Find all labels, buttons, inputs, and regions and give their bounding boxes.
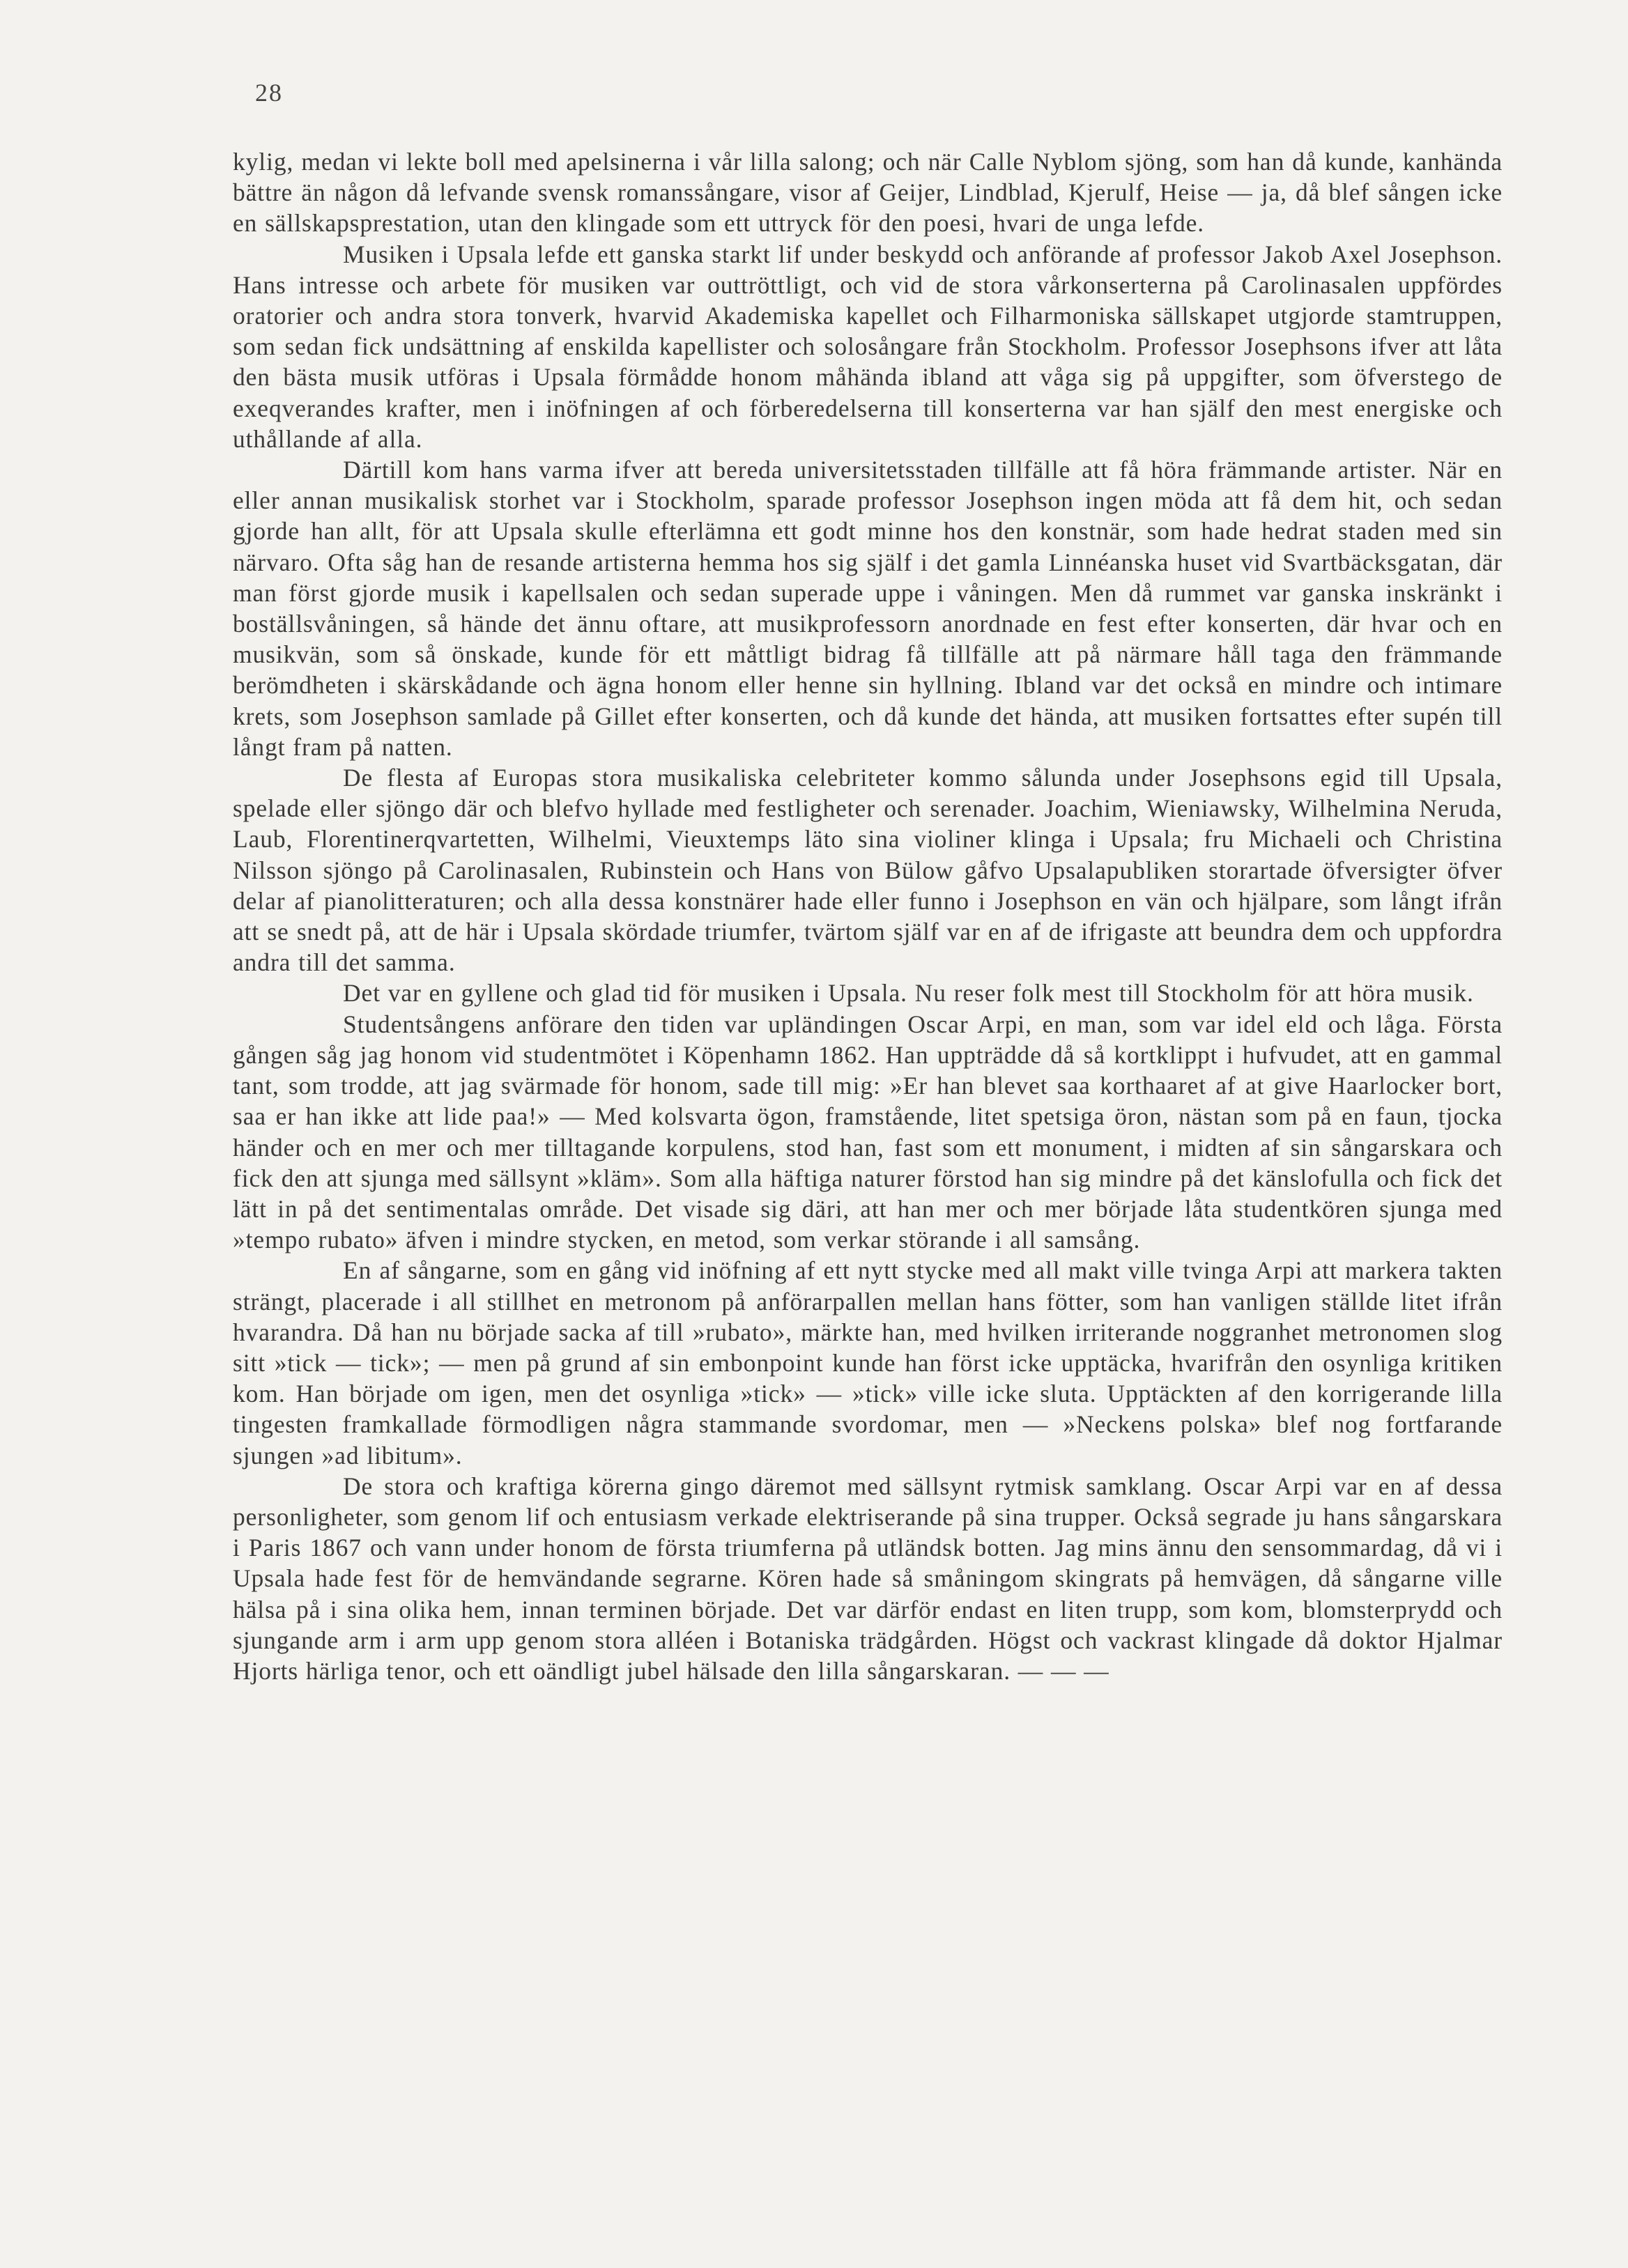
paragraph-music-in-upsala: Musiken i Upsala lefde ett ganska starkt lif under beskydd och anförande af professor Jakob Axel Josephson. Hans intresse och arbete för musiken var outtröttligt, och vid de stora vårkonserterna på Carolinasalen uppfördes oratorier och andra stora tonverk, hvarvid Akademiska kapellet och Filharmoniska sällskapet utgjorde stamtruppen, som sedan fick undsättning af enskilda kapellister och solosångare från Stockholm. Professor Josephsons ifver att låta den bästa musik utföras i Upsala förmådde honom måhända ibland att våga sig på uppgifter, som öfverstego de exeqverandes krafter, men i inöfningen af och förberedelserna till konserterna var han själf den mest energiske och uthållande af alla. bbox=[233, 240, 1503, 453]
paragraph-continued: kylig, medan vi lekte boll med apelsinerna i vår lilla salong; och när Calle Nyblom sjöng, som han då kunde, kanhända bättre än någon då lefvande svensk romanssångare, visor af Geijer, Lindblad, Kjerulf, Heise — ja, då blef sången icke en sällskapsprestation, utan den klingade som ett uttryck för den poesi, hvari de unga lefde. bbox=[233, 148, 1503, 238]
paragraph-oscar-arpi: Studentsångens anförare den tiden var upländingen Oscar Arpi, en man, som var idel eld och låga. Första gången såg jag honom vid studentmötet i Köpenhamn 1862. Han uppträdde då så kortklippt i hufvudet, att en gammal tant, som trodde, att jag svärmade för honom, sade till mig: »Er han blevet saa korthaaret af at give Haarlocker bort, saa er han ikke att lide paa!» — Med kolsvarta ögon, framstående, litet spetsiga öron, nästan som på en faun, tjocka händer och en mer och mer tilltagande korpulens, stod han, fast som ett monument, i midten af sin sångarskara och fick den att sjunga med sällsynt »kläm». Som alla häftiga naturer förstod han sig mindre på det känslofulla och fick det lätt in på det sentimentalas område. Det visade sig däri, att han mer och mer började låta studentkören sjunga med »tempo rubato» äfven i mindre stycken, en metod, som verkar störande i all samsång. bbox=[233, 1010, 1503, 1254]
paragraph-european-celebrities: De flesta af Europas stora musikaliska celebriteter kommo sålunda under Josephsons egid till Upsala, spelade eller sjöngo där och blefvo hyllade med festligheter och serenader. Joachim, Wieniawsky, Wilhelmina Neruda, Laub, Florentinerqvartetten, Wilhelmi, Vieuxtemps läto sina violiner klinga i Upsala; fru Michaeli och Christina Nilsson sjöngo på Carolinasalen, Rubinstein och Hans von Bülow gåfvo Upsalapubliken storartade öfversigter öfver delar af pianolitteraturen; och alla dessa konstnärer hade eller funno i Josephson en vän och hjälpare, som långt ifrån att se snedt på, att de här i Upsala skördade triumfer, tvärtom själf var en af de ifrigaste att beundra dem och uppfordra andra till det samma. bbox=[233, 764, 1503, 977]
paragraph-choirs: De stora och kraftiga körerna gingo däremot med sällsynt rytmisk samklang. Oscar Arpi var en af dessa personligheter, som genom lif och entusiasm verkade elektriserande på sina trupper. Också segrade ju hans sångarskara i Paris 1867 och vann under honom de första triumferna på utländsk botten. Jag mins ännu den sensommardag, då vi i Upsala hade fest för de hemvändande segrarne. Kören hade så småningom skingrats på hemvägen, då sångarne ville hälsa på i sina olika hem, innan terminen började. Det var därför endast en liten trupp, som kom, blomsterprydd och sjungande arm i arm upp genom stora alléen i Botaniska trädgården. Högst och vackrast klingade då doktor Hjalmar Hjorts härliga tenor, och ett oändligt jubel hälsade den lilla sångarskaran. — — — bbox=[233, 1472, 1503, 1685]
page-number: 28 bbox=[255, 79, 283, 107]
paragraph-metronome: En af sångarne, som en gång vid inöfning af ett nytt stycke med all makt ville tvinga Arpi att markera takten strängt, placerade i all stillhet en metronom på anförarpallen mellan hans fötter, som han vanligen ställde litet ifrån hvarandra. Då han nu började sacka af till »rubato», märkte han, med hvilken irriterande noggranhet metronomen slog sitt »tick — tick»; — men på grund af sin embonpoint kunde han först icke upptäcka, hvarifrån den osynliga kritiken kom. Han började om igen, men det osynliga »tick» — »tick» ville icke sluta. Upptäckten af den korrigerande lilla tingesten framkallade förmodligen några stammande svordomar, men — »Neckens polska» blef nog fortfarande sjungen »ad libitum». bbox=[233, 1256, 1503, 1469]
body-text bbox=[233, 146, 1503, 1686]
paragraph-golden-time: Det var en gyllene och glad tid för musiken i Upsala. Nu reser folk mest till Stockholm för att höra musik. bbox=[343, 979, 1474, 1008]
paragraph-foreign-artists: Därtill kom hans varma ifver att bereda universitetsstaden tillfälle att få höra främmande artister. När en eller annan musikalisk storhet var i Stockholm, sparade professor Josephson ingen möda att få dem hit, och sedan gjorde han allt, för att Upsala skulle efterlämna ett godt minne hos den konstnär, som hade hedrat staden med sin närvaro. Ofta såg han de resande artisterna hemma hos sig själf i det gamla Linnéanska huset vid Svartbäcksgatan, där man först gjorde musik i kapellsalen och sedan superade uppe i våningen. Men då rummet var ganska inskränkt i boställsvåningen, så hände det ännu oftare, att musikprofessorn anordnade en fest efter konserten, där hvar och en musikvän, som så önskade, kunde för ett måttligt bidrag få tillfälle att på närmare håll taga den främmande berömdheten i skärskådande och ägna honom eller henne sin hyllning. Ibland var det också en mindre och intimare krets, som Josephson samlade på Gillet efter konserten, och då kunde det hända, att musiken fortsattes efter supén till långt fram på natten. bbox=[233, 456, 1503, 761]
